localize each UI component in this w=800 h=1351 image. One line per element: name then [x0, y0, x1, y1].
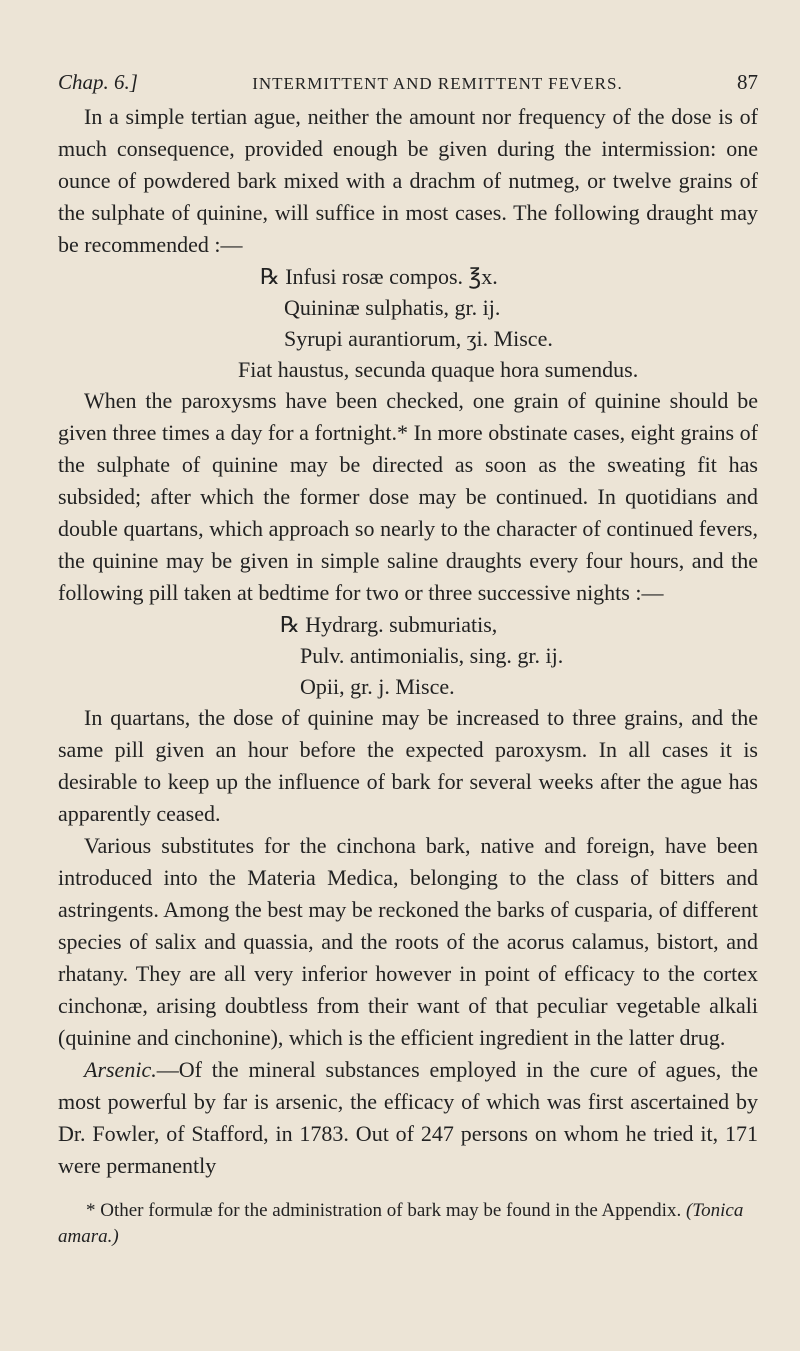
page-number: 87	[737, 70, 758, 94]
running-header	[58, 70, 758, 95]
chapter-label: Chap. 6.]	[58, 70, 138, 94]
paragraph-3: In quartans, the dose of quinine may be increased to three grains, and the same pill given an hour before the expected paroxysm. In all cases it is desirable to keep up the influence of bark for several weeks after the ague has apparently ceased.	[58, 705, 758, 826]
paragraph-1: In a simple tertian ague, neither the amount nor frequency of the dose is of much consequence, provided enough be given during the intermission: one ounce of powdered bark mixed with a drachm of nutmeg, or twelve grains of the sulphate of quinine, will suffice in most cases. The following draught may be recommended :—	[58, 104, 758, 257]
prescription-1-line-1: ℞ Infusi rosæ compos. ℥x.	[260, 264, 498, 289]
prescription-2	[58, 609, 758, 702]
paragraph-5	[58, 1054, 758, 1182]
prescription-2-line-1: ℞ Hydrarg. submuriatis,	[280, 612, 498, 637]
paragraph-4: Various substitutes for the cinchona bark, native and foreign, have been introduced into the Materia Medica, belonging to the class of bitters and astringents. Among the best may be reckoned the barks of cusparia, of different species of salix and quassia, and the roots of the acorus calamus, bistort, and rhatany. They are all very inferior however in point of efficacy to the cortex cinchonæ, arising doubtless from their want of that peculiar vegetable alkali (quinine and cinchonine), which is the efficient ingredient in the latter drug.	[58, 833, 758, 1050]
prescription-1-line-2: Quininæ sulphatis, gr. ij.	[284, 295, 501, 320]
footnote-text: * Other formulæ for the administration of bark may be found in the Appendix.	[86, 1200, 682, 1221]
prescription-2-line-2: Pulv. antimonialis, sing. gr. ij.	[300, 643, 564, 668]
prescription-1-line-4: Fiat haustus, secunda quaque hora sumendus.	[238, 357, 639, 382]
running-title: INTERMITTENT AND REMITTENT FEVERS.	[252, 74, 623, 93]
footnote-ref: (Tonica amara.)	[58, 1200, 744, 1247]
prescription-2-line-3: Opii, gr. j. Misce.	[300, 674, 455, 699]
paragraph-2: When the paroxysms have been checked, one grain of quinine should be given three times a day for a fortnight.* In more obstinate cases, eight grains of the sulphate of quinine may be directed as soon as the sweating fit has subsided; after which the former dose may be continued. In quotidians and double quartans, which approach so nearly to the character of continued fevers, the quinine may be given in simple saline draughts every four hours, and the following pill taken at bedtime for two or three successive nights :—	[58, 388, 758, 605]
prescription-1	[58, 261, 758, 385]
book-page	[58, 70, 758, 1250]
prescription-1-line-3: Syrupi aurantiorum, ʒi. Misce.	[284, 326, 553, 351]
paragraph-5-text: —Of the mineral substances employed in the cure of agues, the most powerful by far is arsenic, the efficacy of which was first ascertained by Dr. Fowler, of Stafford, in 1783. Out of 247 persons on whom he tried it, 171 were permanently	[58, 1057, 758, 1178]
footnote	[58, 1198, 758, 1250]
arsenic-heading: Arsenic.	[84, 1057, 157, 1082]
